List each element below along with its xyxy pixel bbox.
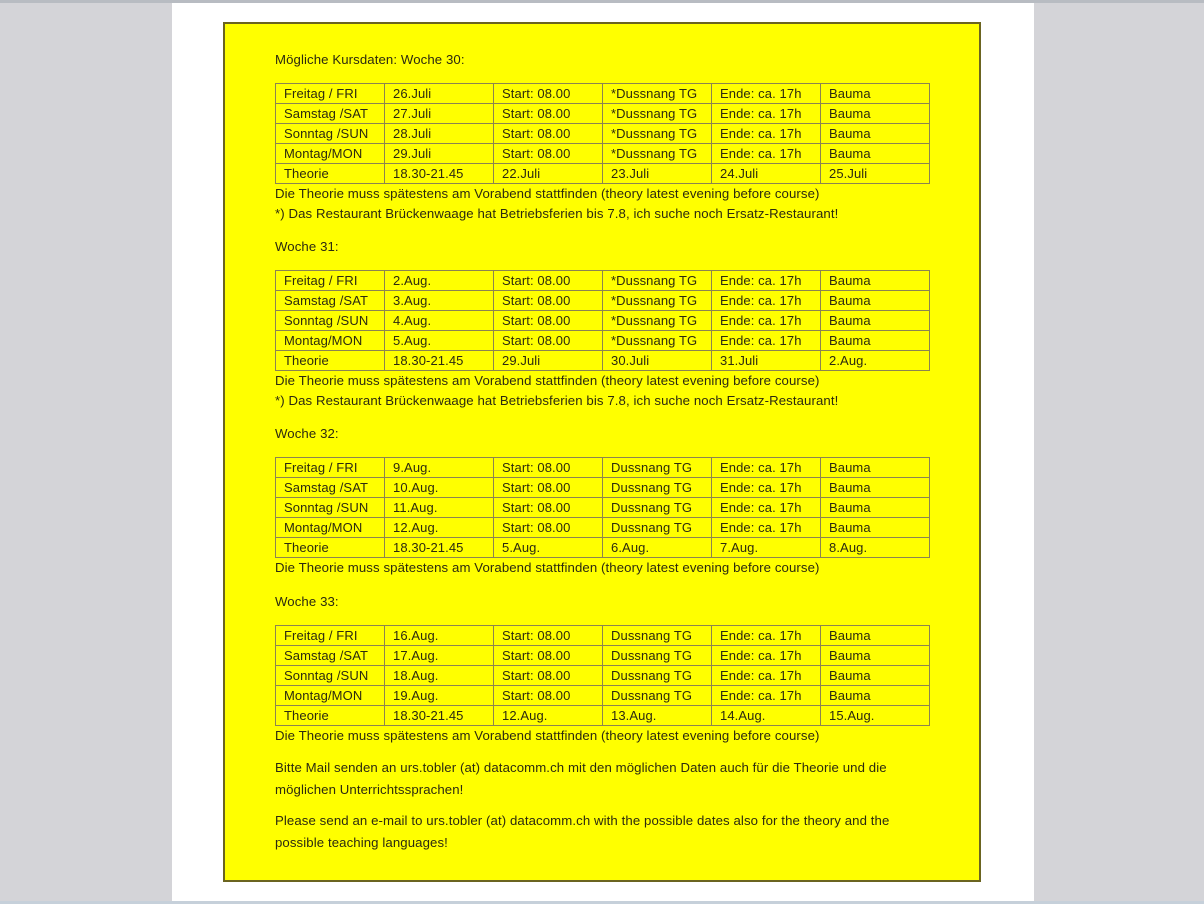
table-cell: 15.Aug. (821, 705, 930, 725)
table-cell: Dussnang TG (603, 645, 712, 665)
table-cell: Start: 08.00 (494, 458, 603, 478)
table-cell: Bauma (821, 311, 930, 331)
theory-note: Die Theorie muss spätestens am Vorabend stattfinden (theory latest evening before course) (275, 186, 820, 201)
theory-note: Die Theorie muss spätestens am Vorabend stattfinden (theory latest evening before course) (275, 560, 820, 575)
table-cell: Freitag / FRI (276, 271, 385, 291)
closing-paragraph-de: Bitte Mail senden an urs.tobler (at) datacomm.ch mit den möglichen Daten auch für die Theorie und die möglichen Unterrichtssprachen! (275, 760, 887, 797)
schedule-table-week-33 (275, 625, 930, 726)
table-cell: Ende: ca. 17h (712, 271, 821, 291)
schedule-table-week-32 (275, 457, 930, 558)
table-cell: *Dussnang TG (603, 144, 712, 164)
week-heading: Woche 32: (275, 426, 339, 441)
table-cell: Start: 08.00 (494, 124, 603, 144)
table-cell: 13.Aug. (603, 705, 712, 725)
table-cell: Ende: ca. 17h (712, 665, 821, 685)
table-cell: Samstag /SAT (276, 104, 385, 124)
table-cell: Ende: ca. 17h (712, 478, 821, 498)
table-row (276, 478, 930, 498)
table-cell: 29.Juli (494, 351, 603, 371)
table-cell: Dussnang TG (603, 625, 712, 645)
table-cell: 25.Juli (821, 164, 930, 184)
table-row (276, 164, 930, 184)
table-cell: Start: 08.00 (494, 331, 603, 351)
table-cell: Bauma (821, 104, 930, 124)
table-cell: 4.Aug. (385, 311, 494, 331)
table-cell: Ende: ca. 17h (712, 291, 821, 311)
table-cell: Start: 08.00 (494, 498, 603, 518)
table-cell: Sonntag /SUN (276, 311, 385, 331)
table-cell: 26.Juli (385, 84, 494, 104)
week-heading: Mögliche Kursdaten: Woche 30: (275, 52, 465, 67)
table-cell: Montag/MON (276, 518, 385, 538)
table-row (276, 645, 930, 665)
table-cell: Ende: ca. 17h (712, 685, 821, 705)
table-cell: 23.Juli (603, 164, 712, 184)
restaurant-note: *) Das Restaurant Brückenwaage hat Betriebsferien bis 7.8, ich suche noch Ersatz-Restaurant! (275, 205, 839, 221)
table-row (276, 538, 930, 558)
table-cell: 30.Juli (603, 351, 712, 371)
table-cell: *Dussnang TG (603, 124, 712, 144)
table-cell: Ende: ca. 17h (712, 124, 821, 144)
table-cell: Theorie (276, 351, 385, 371)
table-cell: Start: 08.00 (494, 518, 603, 538)
table-cell: Start: 08.00 (494, 625, 603, 645)
table-cell: Freitag / FRI (276, 625, 385, 645)
table-cell: 16.Aug. (385, 625, 494, 645)
table-cell: 6.Aug. (603, 538, 712, 558)
table-cell: 19.Aug. (385, 685, 494, 705)
table-row (276, 458, 930, 478)
table-cell: 2.Aug. (821, 351, 930, 371)
table-cell: Dussnang TG (603, 478, 712, 498)
table-cell: Ende: ca. 17h (712, 498, 821, 518)
table-cell: 14.Aug. (712, 705, 821, 725)
table-cell: Sonntag /SUN (276, 498, 385, 518)
table-cell: Dussnang TG (603, 665, 712, 685)
table-cell: Ende: ca. 17h (712, 645, 821, 665)
table-row (276, 291, 930, 311)
table-cell: Dussnang TG (603, 518, 712, 538)
table-cell: Ende: ca. 17h (712, 331, 821, 351)
table-cell: 27.Juli (385, 104, 494, 124)
table-cell: 9.Aug. (385, 458, 494, 478)
table-cell: Bauma (821, 331, 930, 351)
table-cell: Bauma (821, 685, 930, 705)
table-cell: Bauma (821, 625, 930, 645)
table-cell: 18.Aug. (385, 665, 494, 685)
table-cell: Ende: ca. 17h (712, 84, 821, 104)
table-cell: Bauma (821, 498, 930, 518)
table-cell: Dussnang TG (603, 498, 712, 518)
table-cell: 12.Aug. (385, 518, 494, 538)
table-cell: 5.Aug. (385, 331, 494, 351)
table-cell: Ende: ca. 17h (712, 625, 821, 645)
table-cell: Bauma (821, 518, 930, 538)
table-cell: 24.Juli (712, 164, 821, 184)
table-cell: Bauma (821, 84, 930, 104)
theory-note: Die Theorie muss spätestens am Vorabend stattfinden (theory latest evening before course) (275, 727, 820, 743)
table-row (276, 144, 930, 164)
table-cell: 11.Aug. (385, 498, 494, 518)
table-row (276, 331, 930, 351)
table-cell: Dussnang TG (603, 685, 712, 705)
table-cell: Start: 08.00 (494, 478, 603, 498)
table-row (276, 124, 930, 144)
table-cell: Start: 08.00 (494, 104, 603, 124)
table-cell: Samstag /SAT (276, 291, 385, 311)
table-cell: Theorie (276, 164, 385, 184)
table-cell: Bauma (821, 478, 930, 498)
table-row (276, 625, 930, 645)
table-cell: Freitag / FRI (276, 458, 385, 478)
table-cell: Start: 08.00 (494, 271, 603, 291)
table-cell: 2.Aug. (385, 271, 494, 291)
document-page (172, 3, 1034, 901)
table-cell: Theorie (276, 705, 385, 725)
table-cell: 7.Aug. (712, 538, 821, 558)
table-cell: Montag/MON (276, 144, 385, 164)
table-cell: *Dussnang TG (603, 331, 712, 351)
table-cell: Bauma (821, 291, 930, 311)
table-cell: Ende: ca. 17h (712, 458, 821, 478)
table-cell: Bauma (821, 665, 930, 685)
closing-paragraph-en: Please send an e-mail to urs.tobler (at) datacomm.ch with the possible dates also for the theory and the possible teaching languages! (275, 813, 890, 850)
table-cell: Bauma (821, 645, 930, 665)
table-cell: Montag/MON (276, 331, 385, 351)
table-row (276, 518, 930, 538)
table-cell: Sonntag /SUN (276, 124, 385, 144)
table-cell: Samstag /SAT (276, 478, 385, 498)
table-cell: 18.30-21.45 (385, 164, 494, 184)
table-cell: 31.Juli (712, 351, 821, 371)
table-cell: Bauma (821, 144, 930, 164)
table-cell: *Dussnang TG (603, 104, 712, 124)
highlight-box (223, 22, 981, 882)
week-heading: Woche 31: (275, 239, 339, 254)
table-cell: Bauma (821, 124, 930, 144)
table-cell: Ende: ca. 17h (712, 518, 821, 538)
table-cell: Theorie (276, 538, 385, 558)
table-row (276, 498, 930, 518)
week-heading: Woche 33: (275, 593, 339, 609)
table-cell: 29.Juli (385, 144, 494, 164)
table-cell: *Dussnang TG (603, 291, 712, 311)
table-cell: *Dussnang TG (603, 84, 712, 104)
schedule-table-week-31 (275, 270, 930, 371)
table-cell: *Dussnang TG (603, 311, 712, 331)
table-cell: 5.Aug. (494, 538, 603, 558)
table-row (276, 311, 930, 331)
schedule-table-week-30 (275, 83, 930, 184)
table-cell: 18.30-21.45 (385, 705, 494, 725)
table-row (276, 705, 930, 725)
table-cell: Start: 08.00 (494, 311, 603, 331)
table-row (276, 351, 930, 371)
table-row (276, 271, 930, 291)
table-cell: 12.Aug. (494, 705, 603, 725)
table-cell: Start: 08.00 (494, 645, 603, 665)
table-cell: Ende: ca. 17h (712, 311, 821, 331)
table-cell: Start: 08.00 (494, 291, 603, 311)
table-cell: 3.Aug. (385, 291, 494, 311)
table-cell: 28.Juli (385, 124, 494, 144)
table-cell: 18.30-21.45 (385, 538, 494, 558)
table-cell: Start: 08.00 (494, 84, 603, 104)
restaurant-note: *) Das Restaurant Brückenwaage hat Betriebsferien bis 7.8, ich suche noch Ersatz-Restaurant! (275, 392, 839, 408)
table-cell: Freitag / FRI (276, 84, 385, 104)
table-cell: 10.Aug. (385, 478, 494, 498)
table-cell: 8.Aug. (821, 538, 930, 558)
table-cell: Bauma (821, 458, 930, 478)
theory-note: Die Theorie muss spätestens am Vorabend stattfinden (theory latest evening before course) (275, 373, 820, 388)
table-cell: Montag/MON (276, 685, 385, 705)
table-row (276, 665, 930, 685)
table-cell: 17.Aug. (385, 645, 494, 665)
table-cell: Start: 08.00 (494, 665, 603, 685)
document-content (275, 50, 935, 853)
table-row (276, 685, 930, 705)
table-cell: 22.Juli (494, 164, 603, 184)
table-cell: Start: 08.00 (494, 144, 603, 164)
table-cell: 18.30-21.45 (385, 351, 494, 371)
table-cell: *Dussnang TG (603, 271, 712, 291)
table-cell: Ende: ca. 17h (712, 104, 821, 124)
table-cell: Dussnang TG (603, 458, 712, 478)
table-cell: Sonntag /SUN (276, 665, 385, 685)
table-row (276, 104, 930, 124)
table-cell: Bauma (821, 271, 930, 291)
table-cell: Start: 08.00 (494, 685, 603, 705)
table-cell: Ende: ca. 17h (712, 144, 821, 164)
table-cell: Samstag /SAT (276, 645, 385, 665)
table-row (276, 84, 930, 104)
